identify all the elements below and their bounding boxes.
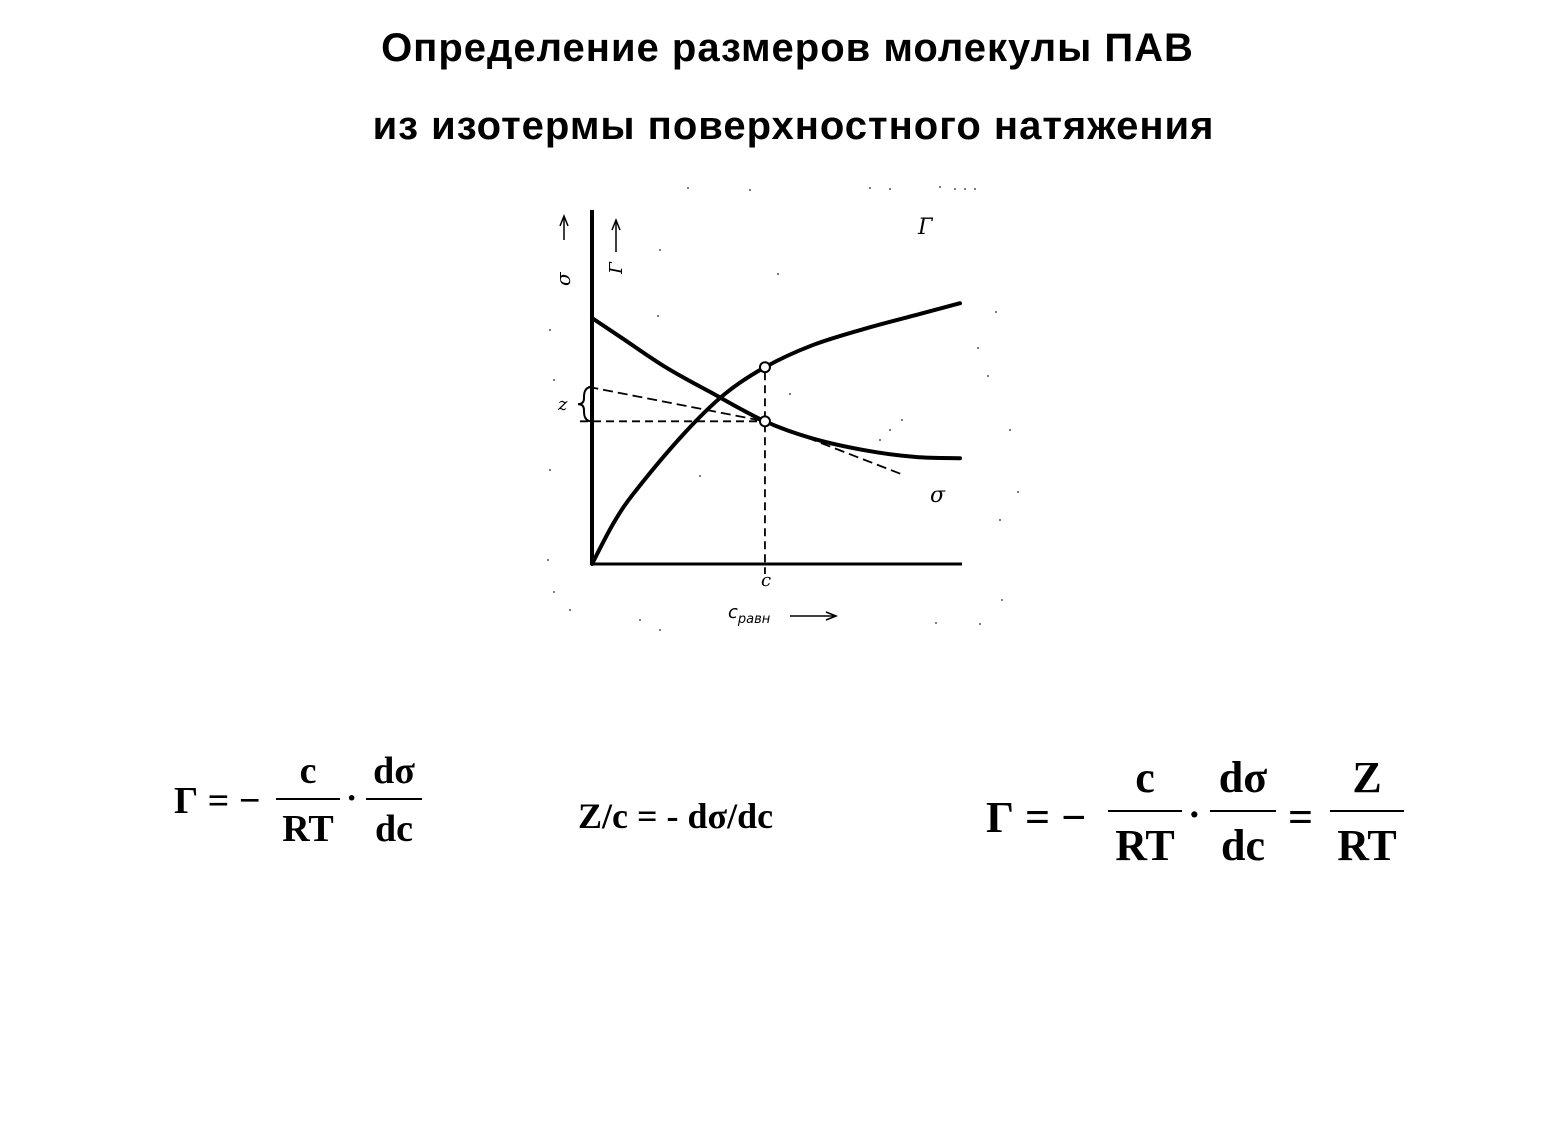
formula1-frac1-denominator: RT	[282, 808, 334, 850]
formula1-fraction-c-rt	[276, 752, 340, 848]
formula3-frac2-numerator: dσ	[1218, 753, 1268, 802]
fraction-bar	[1108, 810, 1182, 812]
formula-gamma-z-rt	[984, 753, 1414, 886]
formula1-frac2-numerator: dσ	[373, 750, 415, 792]
formula3-frac1-denominator: RT	[1115, 821, 1175, 870]
fraction-bar	[366, 798, 422, 800]
gamma-adsorption-curve	[592, 303, 960, 564]
isotherm-diagram	[540, 180, 1030, 640]
formula3-frac1-numerator: c	[1135, 753, 1155, 802]
x-axis-label	[728, 602, 771, 627]
c-tick-label: c	[760, 570, 772, 591]
formula3-equals: =	[1288, 793, 1314, 842]
fraction-bar	[1210, 810, 1276, 812]
x-axis-label-subscript: равн	[737, 612, 771, 627]
point-sigma-at-c	[760, 416, 770, 426]
fraction-bar	[276, 798, 340, 800]
fraction-bar	[1330, 810, 1404, 812]
point-gamma-at-c	[760, 362, 770, 372]
tangent-line	[588, 387, 904, 476]
formula1-dot: ·	[346, 780, 358, 817]
formula1-lhs: Г = −	[174, 780, 261, 822]
formula1-frac2-denominator: dc	[375, 808, 413, 850]
formula3-frac2-denominator: dc	[1221, 821, 1265, 870]
sigma-isotherm-curve	[592, 318, 960, 458]
formula1-frac1-numerator: c	[299, 750, 317, 792]
x-axis-label-main: c	[728, 602, 738, 623]
axis-left-label: σ	[551, 272, 575, 286]
formula3-frac3-denominator: RT	[1337, 821, 1397, 870]
z-brace	[578, 387, 592, 421]
formula3-lhs: Г = −	[986, 793, 1087, 842]
page-title-line2: из изотермы поверхностного натяжения	[372, 104, 1215, 148]
z-label: z	[558, 394, 568, 416]
page-title-line1: Определение размеров молекулы ПАВ	[381, 26, 1194, 70]
curve-gamma-label: Г	[918, 215, 933, 240]
formula3-fraction-z-rt	[1330, 753, 1404, 870]
formula3-dot: ·	[1188, 794, 1201, 836]
formula3-fraction-dsigma-dc	[1210, 753, 1276, 870]
axis-right-label: Г	[606, 262, 627, 274]
formula1-fraction-dsigma-dc	[366, 752, 422, 848]
formula3-frac3-numerator: Z	[1352, 753, 1382, 802]
formula3-fraction-c-rt	[1108, 753, 1182, 870]
formula-adsorption-gibbs	[172, 752, 432, 862]
formula-z-over-c: Z/c = - dσ/dc	[578, 796, 774, 836]
curve-sigma-label: σ	[930, 483, 946, 508]
